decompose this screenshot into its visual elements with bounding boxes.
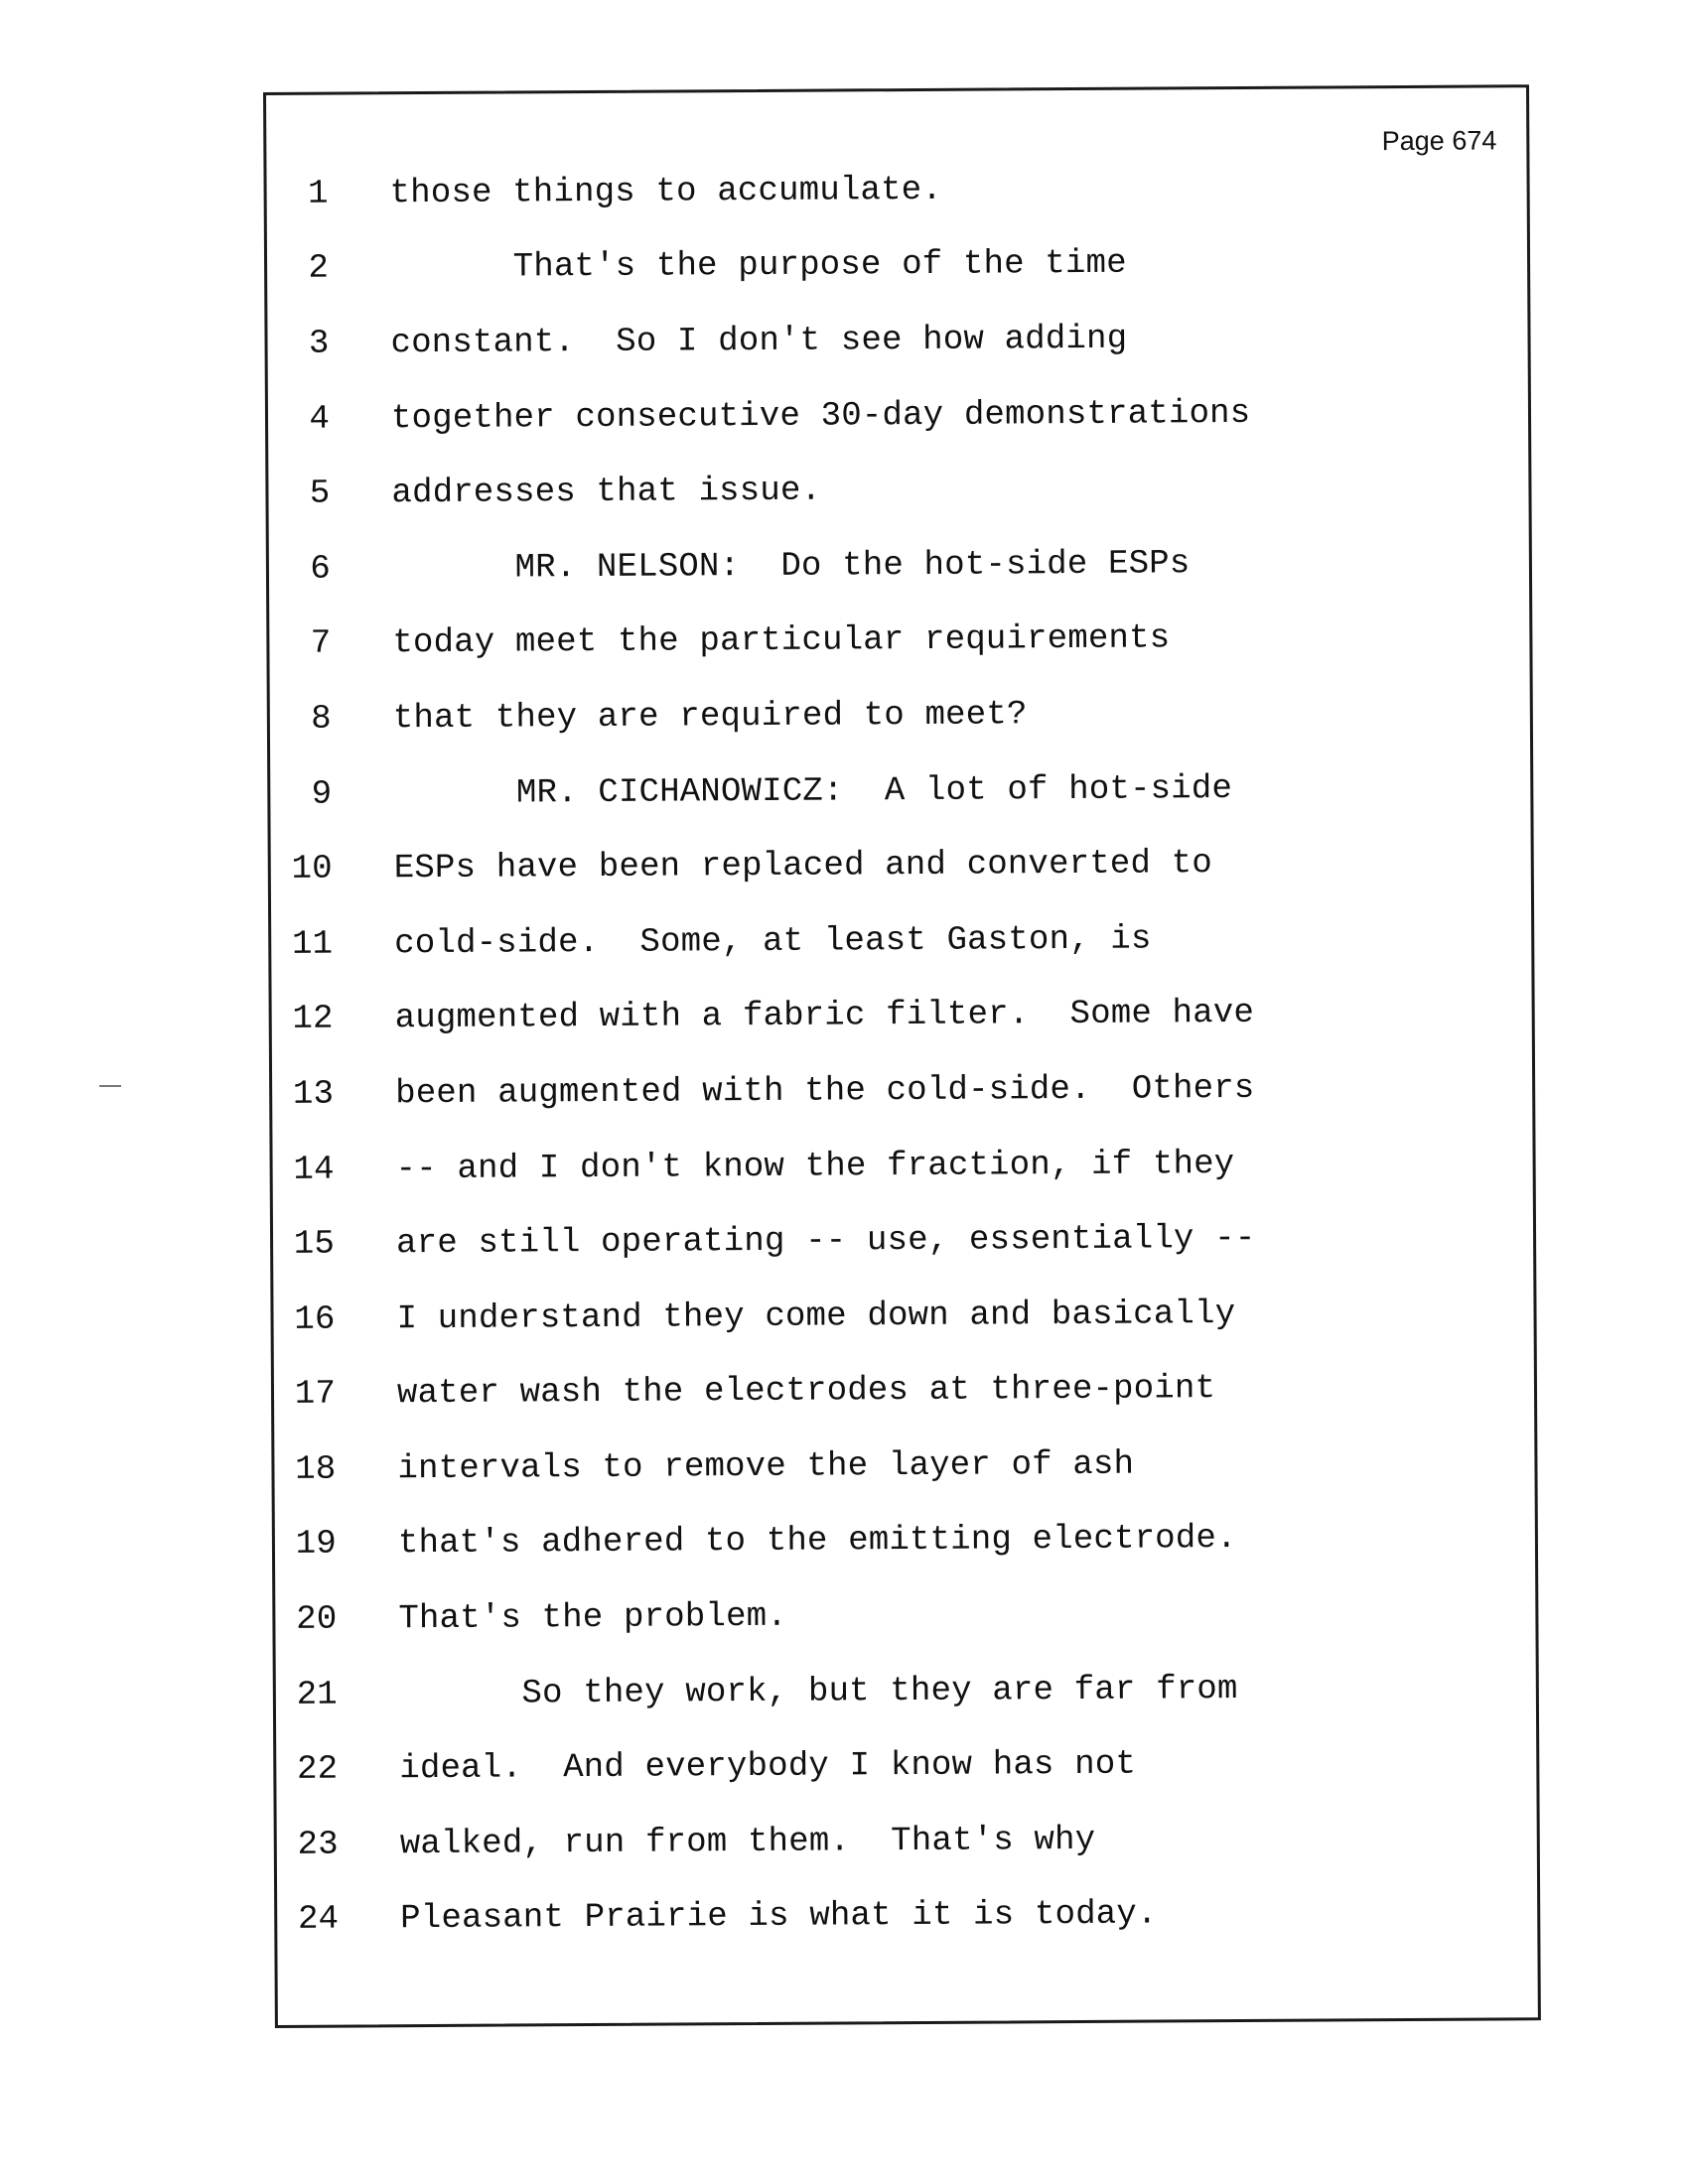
transcript-line [274,1425,1534,1507]
line-text: MR. NELSON: Do the hot-side ESPs [391,545,1191,588]
line-number: 11 [291,925,334,964]
line-number: 1 [307,175,329,213]
line-number: 24 [297,1901,340,1940]
transcript-page [263,84,1541,2028]
line-number: 8 [311,700,332,739]
line-text: cold-side. Some, at least Gaston, is [394,920,1152,963]
page-number: Page 674 [1381,125,1497,157]
line-text: together consecutive 30-day demonstrations [390,394,1251,438]
line-text: been augmented with the cold-side. Others [395,1069,1255,1114]
transcript-line [275,1500,1535,1582]
line-text: So they work, but they are far from [398,1670,1238,1713]
line-text: constant. So I don't see how adding [390,320,1128,363]
transcript-line [270,750,1530,832]
line-text: MR. CICHANOWICZ: A lot of hot-side [393,769,1233,813]
line-number: 14 [293,1151,335,1189]
transcript-line [271,825,1531,907]
line-text: that's adhered to the emitting electrode. [397,1520,1237,1564]
line-number: 16 [294,1300,336,1339]
line-text: water wash the electrodes at three-point [396,1370,1216,1414]
transcript-line [269,600,1529,682]
line-number: 7 [310,624,332,664]
transcript-line [274,1350,1534,1433]
line-number: 15 [293,1225,336,1264]
transcript-line [275,1574,1535,1657]
line-number: 9 [311,775,333,814]
line-number: 18 [295,1450,337,1489]
transcript-line [271,975,1531,1057]
line-number: 4 [309,400,331,439]
line-number: 21 [296,1676,338,1714]
transcript-line [269,524,1529,607]
transcript-line [273,1200,1533,1283]
line-text: today meet the particular requirements [392,619,1171,663]
transcript-line [277,1875,1537,1958]
line-text: that they are required to meet? [392,696,1028,739]
line-text: are still operating -- use, essentially -- [395,1220,1256,1264]
line-text: -- and I don't know the fraction, if they [395,1145,1235,1188]
line-number: 20 [296,1600,338,1639]
line-text: That's the purpose of the time [389,245,1127,288]
transcript-line [271,899,1531,982]
transcript-line [273,1275,1533,1357]
transcript-line [268,374,1528,457]
line-number: 23 [297,1826,339,1864]
line-number: 2 [308,249,330,289]
transcript-line [267,224,1527,307]
line-text: walked, run from them. That's why [399,1821,1096,1864]
line-number: 3 [308,325,330,363]
line-number: 6 [310,550,332,589]
line-text: addresses that issue. [391,472,822,513]
transcript-line [270,674,1530,756]
transcript-line [267,299,1527,381]
line-text: I understand they come down and basically [396,1295,1236,1338]
transcript-line [272,1049,1532,1132]
line-text: intervals to remove the layer of ash [397,1445,1135,1489]
transcript-line [272,1125,1532,1207]
line-text: That's the problem. [398,1597,787,1639]
line-number: 19 [295,1526,338,1565]
line-text: Pleasant Prairie is what it is today. [400,1895,1158,1939]
transcript-lines [266,149,1537,1958]
transcript-line [276,1725,1536,1808]
margin-mark [99,1085,121,1087]
transcript-line [268,450,1528,532]
line-text: augmented with a fabric filter. Some have [394,995,1255,1038]
transcript-line [277,1800,1537,1882]
line-number: 22 [296,1750,339,1790]
line-text: those things to accumulate. [389,171,943,213]
line-text: ESPs have been replaced and converted to [393,845,1213,888]
line-text: ideal. And everybody I know has not [399,1745,1137,1789]
transcript-line [276,1650,1536,1732]
line-number: 13 [292,1075,335,1114]
line-number: 17 [294,1375,337,1415]
line-number: 5 [309,475,331,513]
line-number: 12 [292,1000,334,1039]
line-number: 10 [291,850,333,888]
transcript-line [266,149,1526,231]
